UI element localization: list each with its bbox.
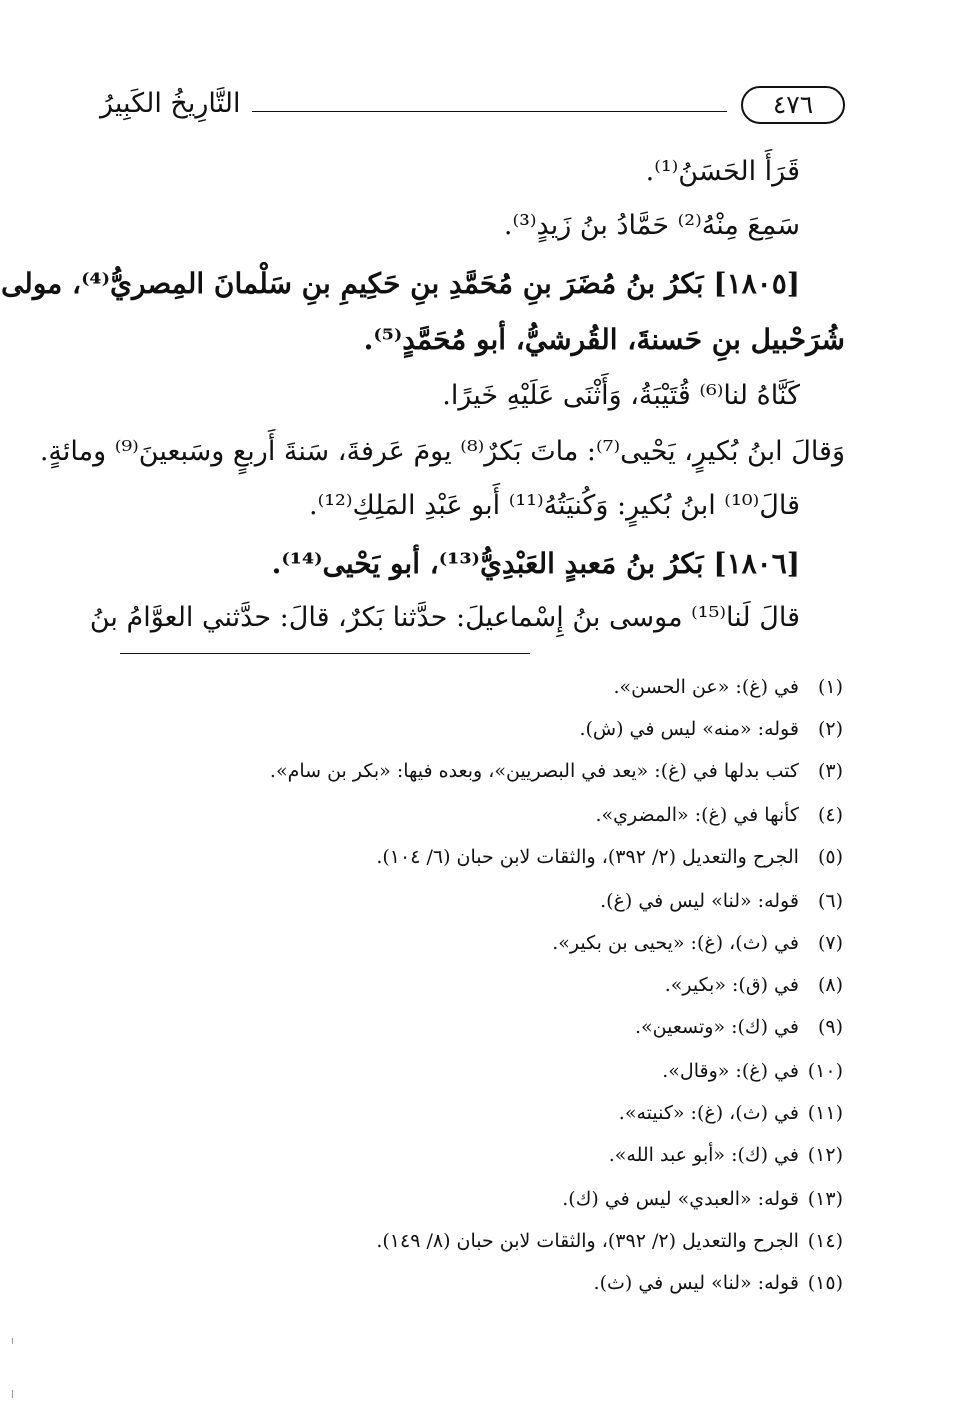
footnote-number: (١٢) [807, 1144, 843, 1166]
footnote [662, 1056, 843, 1086]
footnote-number: (٥) [817, 846, 843, 868]
footnote [635, 1012, 843, 1042]
text-line: سَمِعَ مِنْهُ⁽²⁾ حَمَّادُ بنُ زَيدٍ⁽³⁾. [503, 210, 800, 241]
footnote-number: (٤) [817, 804, 843, 826]
footnote-text: قوله: «العبدي» ليس في (ك). [562, 1188, 799, 1210]
footnote-text: في (ث)، (غ): «يحيى بن بكير». [552, 932, 799, 954]
footnote [270, 756, 843, 786]
footnote [376, 1226, 843, 1256]
entry-heading: [١٨٠٦] بَكرُ بنُ مَعبدٍ العَبْدِيُّ⁽¹³⁾، أبو يَحْيى⁽¹⁴⁾. [271, 547, 800, 580]
text-line: قَرَأَ الحَسَنُ⁽¹⁾. [645, 156, 800, 187]
page-header [100, 86, 845, 134]
footnote-text: الجرح والتعديل (٢/ ٣٩٢)، والثقات لابن حبان (٨/ ١٤٩). [376, 1230, 799, 1252]
footnote [562, 1184, 843, 1214]
footnote-text: في (ق): «بكير». [664, 974, 799, 996]
book-title: التَّارِيخُ الكَبِيرُ [100, 88, 241, 119]
footnote-number: (٨) [817, 974, 843, 996]
header-rule [252, 111, 727, 112]
scan-mark [12, 1390, 13, 1398]
footnote-number: (٢) [817, 718, 843, 740]
footnote [594, 1268, 843, 1298]
footnote-number: (١٣) [807, 1188, 843, 1210]
footnote-text: في (ك): «وتسعين». [635, 1016, 799, 1038]
footnote [596, 800, 844, 830]
footnote-text: قوله: «لنا» ليس في (ث). [593, 1272, 799, 1294]
footnote-number: (١٥) [807, 1272, 843, 1294]
footnote-text: في (غ): «وقال». [662, 1060, 799, 1082]
footnote-separator [120, 653, 530, 654]
footnote [579, 714, 843, 744]
footnote [552, 928, 843, 958]
footnote-number: (١٤) [807, 1230, 843, 1252]
footnote [600, 886, 843, 916]
footnote [614, 672, 843, 702]
footnote-text: قوله: «منه» ليس في (ش). [579, 718, 799, 740]
scan-mark [12, 1338, 13, 1344]
footnote [619, 1098, 843, 1128]
footnote-number: (٦) [817, 890, 843, 912]
footnote-number: (٧) [817, 932, 843, 954]
footnote-text: في (غ): «عن الحسن». [613, 676, 799, 698]
text-line: قالَ⁽¹⁰⁾ ابنُ بُكيرٍ: وَكُنيَتُهُ⁽¹¹⁾ أَبو عَبْدِ المَلِكِ⁽¹²⁾. [309, 490, 800, 521]
footnote-number: (٩) [817, 1016, 843, 1038]
footnote-number: (١١) [807, 1102, 843, 1124]
footnote-text: كأنها في (غ): «المضري». [595, 804, 799, 826]
footnote [609, 1140, 843, 1170]
entry-heading-continued: شُرَحْبيل بنِ حَسنةَ، القُرشيُّ، أبو مُحَمَّدٍ⁽⁵⁾. [363, 323, 845, 356]
footnote-number: (١٠) [807, 1060, 843, 1082]
footnote-number: (٣) [817, 760, 843, 782]
footnote-number: (١) [817, 676, 843, 698]
text-line: وَقالَ ابنُ بُكيرٍ، يَحْيى⁽⁷⁾: ماتَ بَكرٌ⁽⁸⁾ يومَ عَرفةَ، سَنةَ أَربعٍ وسَبعينَ⁽⁹⁾ ومائةٍ. [39, 436, 845, 467]
entry-heading: [١٨٠٥] بَكرُ بنُ مُضَرَ بنِ مُحَمَّدِ بنِ حَكِيمِ بنِ سَلْمانَ المِصريُّ⁽⁴⁾، مولى [0, 267, 800, 300]
footnote-text: الجرح والتعديل (٢/ ٣٩٢)، والثقات لابن حبان (٦/ ١٠٤). [376, 846, 799, 868]
footnote-text: في (ث)، (غ): «كنيته». [618, 1102, 799, 1124]
footnote-text: في (ك): «أبو عبد الله». [608, 1144, 799, 1166]
text-line: قالَ لَنا⁽¹⁵⁾ موسى بنُ إِسْماعيلَ: حدَّثنا بَكرٌ، قالَ: حدَّثني العوَّامُ بنُ [89, 602, 800, 633]
footnote [665, 970, 843, 1000]
footnote-text: كتب بدلها في (غ): «يعد في البصريين»، وبعده فيها: «بكر بن سام». [269, 760, 799, 782]
footnote-text: قوله: «لنا» ليس في (غ). [600, 890, 799, 912]
text-line: كَنَّاهُ لنا⁽⁶⁾ قُتَيْبَةُ، وَأَثْنَى عَلَيْهِ خَيرًا. [442, 380, 800, 411]
footnote [376, 842, 843, 872]
page-number: ٤٧٦ [741, 86, 845, 124]
